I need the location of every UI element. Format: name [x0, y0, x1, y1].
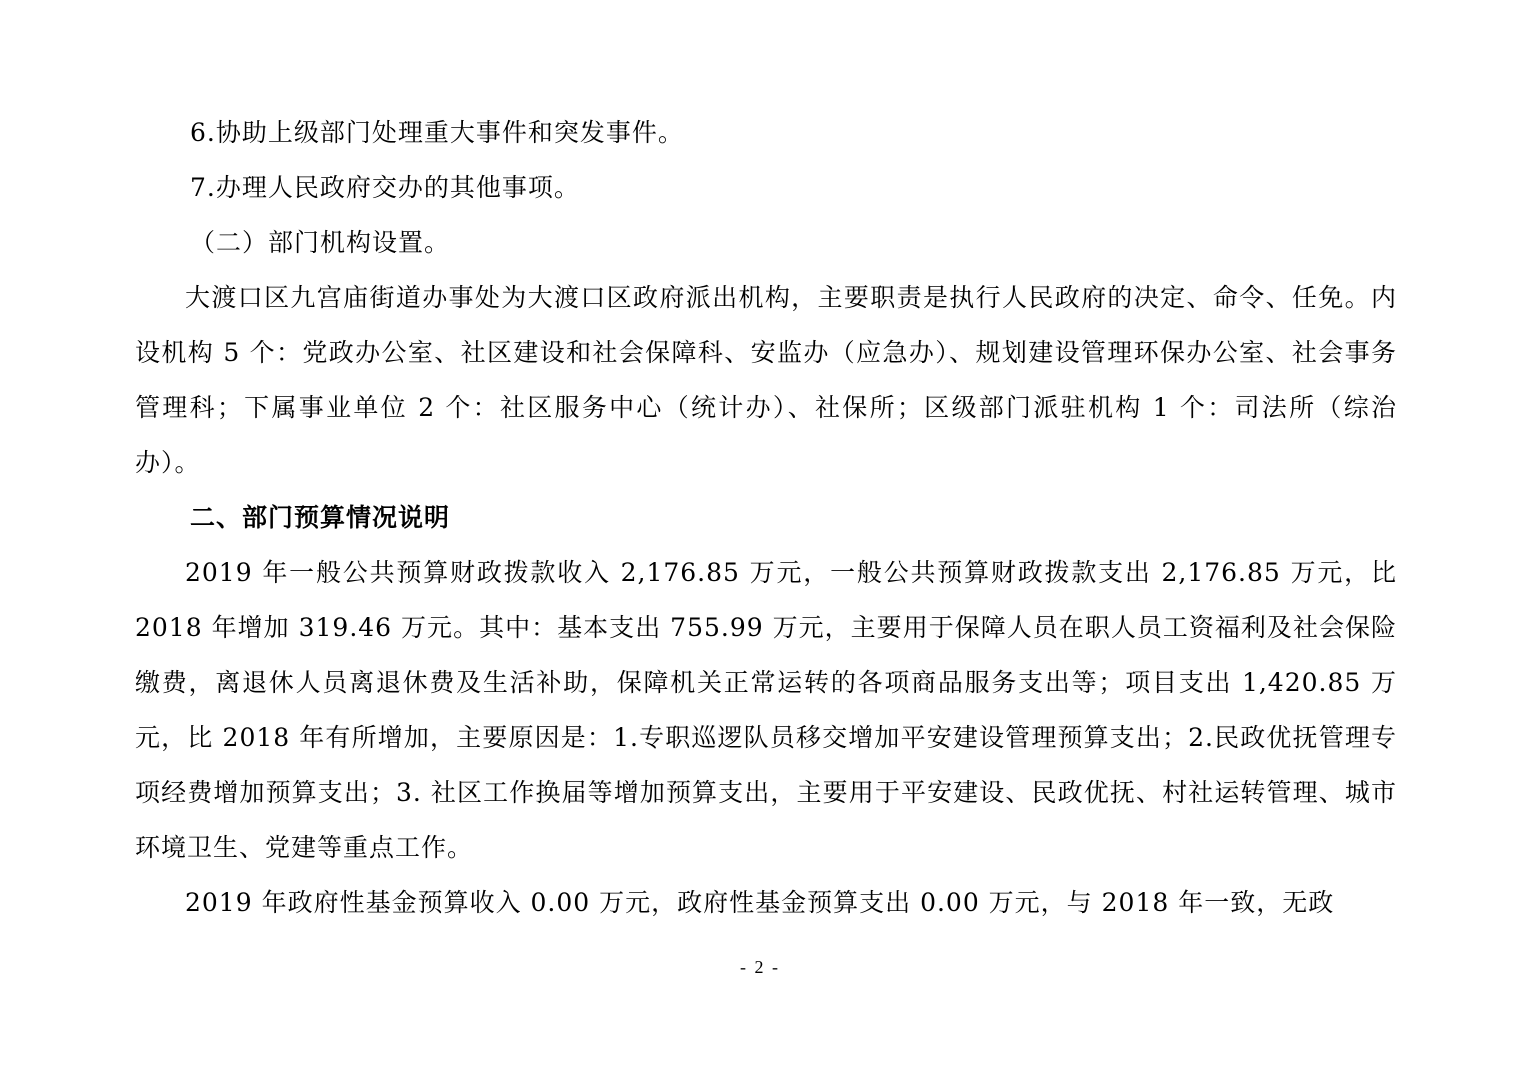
page-number: - 2 - — [740, 957, 780, 977]
list-item-6: 6.协助上级部门处理重大事件和突发事件。 — [190, 118, 684, 147]
budget-paragraph: 2019 年一般公共预算财政拨款收入 2,176.85 万元，一般公共预算财政拨款支出 2,176.85 万元，比 2018 年增加 319.46 万元。其中：基本支出 755.99 万元，主要用于保障人员在职人员工资福利及社会保险缴费，离退休人员离退休费及生活补助，保障机关正常运转的各项商品服务支出等；项目支出 1,420.85 万元，比 2018 年有所增加，主要原因是：1.专职巡逻队员移交增加平安建设管理预算支出；2.民政优抚管理专项经费增加预算支出；3. 社区工作换届等增加预算支出，主要用于平安建设、民政优抚、村社运转管理、城市环境卫生、党建等重点工作。 — [135, 558, 1397, 862]
document-body — [135, 105, 1397, 930]
list-item-7: 7.办理人民政府交办的其他事项。 — [190, 173, 580, 202]
budget-heading: 二、部门预算情况说明 — [190, 503, 451, 532]
org-paragraph: 大渡口区九宫庙街道办事处为大渡口区政府派出机构，主要职责是执行人民政府的决定、命令、任免。内设机构 5 个：党政办公室、社区建设和社会保障科、安监办（应急办）、规划建设管理环保办公室、社会事务管理科；下属事业单位 2 个：社区服务中心（统计办）、社保所；区级部门派驻机构 1 个：司法所（综治办）。 — [135, 283, 1397, 477]
fund-paragraph: 2019 年政府性基金预算收入 0.00 万元，政府性基金预算支出 0.00 万元，与 2018 年一致，无政 — [185, 888, 1335, 917]
section-org-heading: （二）部门机构设置。 — [190, 228, 451, 257]
